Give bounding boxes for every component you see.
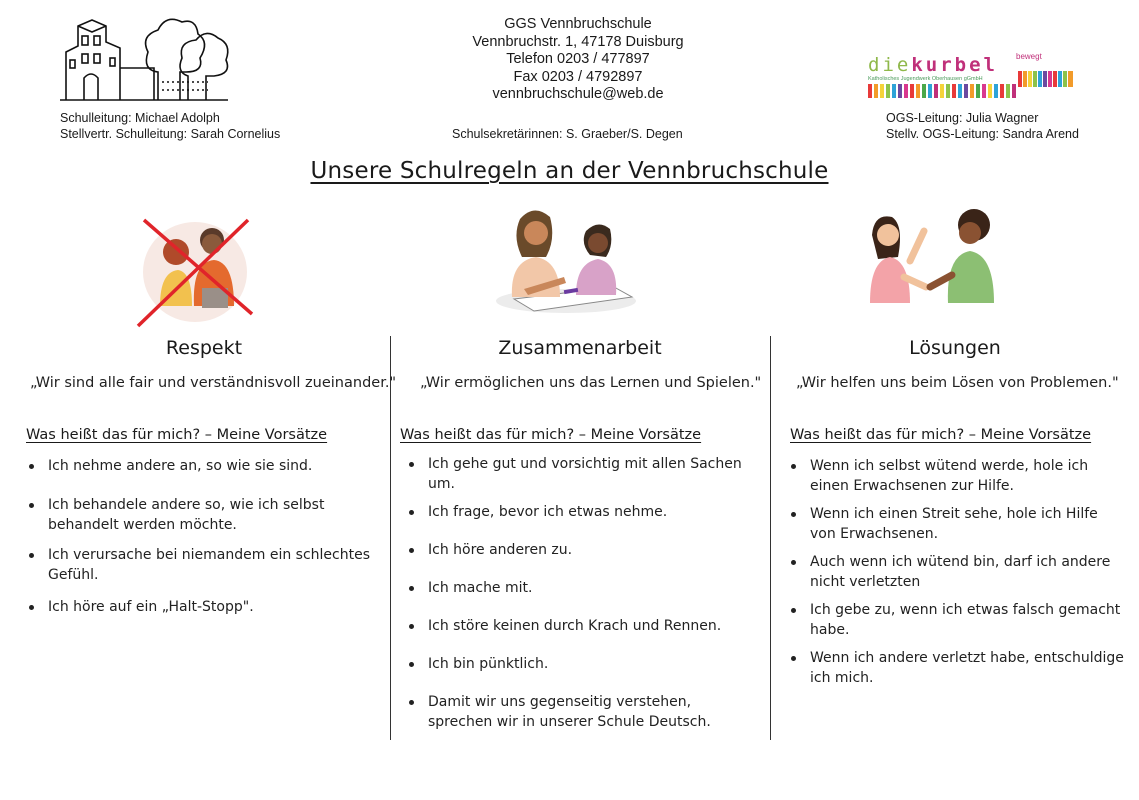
list-item: Damit wir uns gegenseitig verstehen, sprechen wir in unserer Schule Deutsch. bbox=[406, 692, 746, 732]
rules-list-teamwork bbox=[406, 454, 746, 732]
school-name: GGS Vennbruchschule bbox=[504, 16, 652, 32]
school-email: vennbruchschule@web.de bbox=[492, 86, 664, 102]
ogs-vice-line: Stellv. OGS-Leitung: Sandra Arend bbox=[886, 127, 1079, 141]
motto-solutions: „Wir helfen uns beim Lösen von Problemen." bbox=[796, 375, 1119, 391]
column-divider-1 bbox=[390, 336, 391, 740]
motto-teamwork: „Wir ermöglichen uns das Lernen und Spielen." bbox=[420, 375, 762, 391]
vice-principal-line: Stellvertr. Schulleitung: Sarah Cornelius bbox=[60, 127, 281, 141]
list-item: Ich frage, bevor ich etwas nehme. bbox=[406, 502, 746, 522]
page-title: Unsere Schulregeln an der Vennbruchschule bbox=[310, 158, 829, 184]
subheading-teamwork: Was heißt das für mich? – Meine Vorsätze bbox=[400, 427, 702, 443]
list-item: Ich verursache bei niemandem ein schlechtes Gefühl. bbox=[26, 545, 382, 585]
list-item: Auch wenn ich wütend bin, darf ich andere nicht verletzten bbox=[788, 552, 1124, 592]
motto-respect: „Wir sind alle fair und verständnisvoll zueinander." bbox=[30, 375, 397, 391]
list-item: Ich behandele andere so, wie ich selbst behandelt werden möchte. bbox=[26, 495, 382, 535]
logo-text-die: die bbox=[868, 54, 912, 76]
school-building-logo bbox=[58, 12, 238, 104]
logo-text-kurbel: kurbel bbox=[911, 54, 998, 76]
list-item: Ich höre anderen zu. bbox=[406, 540, 746, 560]
list-item: Ich störe keinen durch Krach und Rennen. bbox=[406, 616, 746, 636]
die-kurbel-logo bbox=[866, 52, 1076, 100]
teamwork-illustration bbox=[494, 205, 638, 317]
subheading-respect: Was heißt das für mich? – Meine Vorsätze bbox=[26, 427, 328, 443]
list-item: Ich höre auf ein „Halt-Stopp". bbox=[26, 597, 382, 617]
secretaries-line: Schulsekretärinnen: S. Graeber/S. Degen bbox=[452, 127, 683, 141]
list-item: Ich nehme andere an, so wie sie sind. bbox=[26, 456, 382, 476]
school-contact-block bbox=[400, 16, 756, 104]
column-divider-2 bbox=[770, 336, 771, 740]
logo-subline: Katholisches Jugendwerk Oberhausen gGmbH bbox=[868, 76, 983, 82]
ogs-lead-line: OGS-Leitung: Julia Wagner bbox=[886, 111, 1039, 125]
list-item: Ich bin pünktlich. bbox=[406, 654, 746, 674]
column-heading-teamwork: Zusammenarbeit bbox=[498, 337, 662, 359]
list-item: Wenn ich selbst wütend werde, hole ich einen Erwachsenen zur Hilfe. bbox=[788, 456, 1124, 496]
list-item: Ich mache mit. bbox=[406, 578, 746, 598]
principal-line: Schulleitung: Michael Adolph bbox=[60, 111, 220, 125]
solutions-illustration bbox=[864, 205, 1004, 305]
logo-color-bars bbox=[866, 68, 1076, 100]
subheading-solutions: Was heißt das für mich? – Meine Vorsätze bbox=[790, 427, 1092, 443]
school-address: Vennbruchstr. 1, 47178 Duisburg bbox=[472, 33, 684, 50]
column-heading-respect: Respekt bbox=[165, 337, 243, 359]
list-item: Ich gebe zu, wenn ich etwas falsch gemacht habe. bbox=[788, 600, 1124, 640]
school-phone: Telefon 0203 / 477897 bbox=[506, 51, 650, 67]
school-fax: Fax 0203 / 4792897 bbox=[513, 68, 643, 85]
list-item: Wenn ich andere verletzt habe, entschuldige ich mich. bbox=[788, 648, 1124, 688]
rules-list-respect bbox=[26, 456, 382, 617]
list-item: Wenn ich einen Streit sehe, hole ich Hilfe von Erwachsenen. bbox=[788, 504, 1124, 544]
rules-list-solutions bbox=[788, 456, 1124, 688]
respect-illustration bbox=[130, 210, 260, 330]
column-heading-solutions: Lösungen bbox=[909, 337, 1001, 359]
logo-tag: bewegt bbox=[1016, 52, 1042, 61]
list-item: Ich gehe gut und vorsichtig mit allen Sachen um. bbox=[406, 454, 746, 494]
